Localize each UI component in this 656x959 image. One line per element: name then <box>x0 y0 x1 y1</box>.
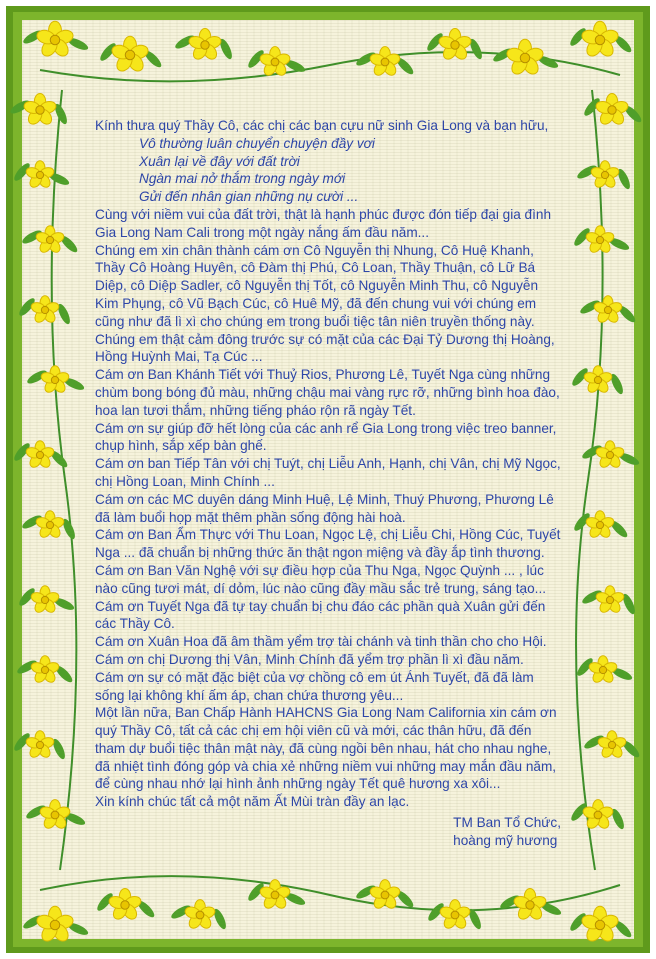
poem-line: Gửi đến nhân gian những nụ cười ... <box>139 189 359 205</box>
paragraph: Chúng em xin chân thành cám ơn Cô Nguyễn thị Nhung, Cô Huệ Khanh, Thầy Cô Hoàng Huyên, cô Đàm thị Phú, Cô Loan, Thầy Thuận, cô Lữ Bá Diệp, cô Diệp Sadler, cô Nguyễn thị Tốt, cô Nguyễn Minh Thu, cô Nguyễn Kim Phụng, cô Vũ Bạch Cúc, cô Huê Mỹ, đã đến chung vui với chúng em cũng như đã lì xì cho chúng em trong buổi tiệc tân niên truyền thống này. <box>95 242 539 329</box>
letter-body <box>95 117 561 850</box>
paragraph: Cùng với niềm vui của đất trời, thật là hạnh phúc được đón tiếp đại gia đình Gia Long Nam Cali trong một ngày nắng ấm đầu năm... <box>95 206 552 240</box>
paragraph: Cám ơn ban Tiếp Tân với chị Tuýt, chị Liễu Anh, Hạnh, chị Vân, chị Mỹ Ngọc, chị Hồng Loan, Minh Chính ... <box>95 456 561 489</box>
signature-name: hoàng mỹ hương <box>453 832 558 848</box>
poem-line: Vô thường luân chuyển chuyện đầy vơi <box>139 135 375 151</box>
poem-line: Xuân lại về đây với đất trời <box>139 153 300 169</box>
paragraph: Cám ơn sự có mặt đặc biệt của vợ chồng cô em út Ánh Tuyết, đã đã làm sống lại không khí ấm áp, chan chứa thương yêu... <box>95 669 534 703</box>
paragraph: Xin kính chúc tất cả một năm Ất Mùi tràn đầy an lạc. <box>95 794 410 810</box>
paragraph: Cám ơn các MC duyên dáng Minh Huệ, Lệ Minh, Thuý Phương, Phương Lê đã làm buổi họp mặt thêm phần sống động hài hoà. <box>95 491 554 525</box>
paragraph: Chúng em thật cảm đông trước sự có mặt của các Đại Tỷ Dương thị Hoàng, Hồng Huỳnh Mai, Tạ Cúc ... <box>95 331 555 365</box>
paragraph: Cám ơn Xuân Hoa đã âm thầm yểm trợ tài chánh và tinh thần cho cho Hội. <box>95 634 547 650</box>
paragraph: Cám ơn Ban Khánh Tiết với Thuỷ Rios, Phương Lê, Tuyết Nga cùng những chùm bong bóng đủ màu, những chậu mai vàng rực rỡ, những bình hoa đào, hoa lan tươi thắm, những tiếng pháo rộn rã ngày Tết. <box>95 367 560 418</box>
paragraph: Cám ơn Ban Văn Nghệ với sự điều hợp của Thu Nga, Ngọc Quỳnh ... , lúc nào cũng tươi mát, dí dỏm, lúc nào cũng đầy mầu sắc trẻ trung, sáng tạo... <box>95 562 546 596</box>
poem <box>95 135 561 206</box>
signature-title: TM Ban Tổ Chức, <box>453 815 561 831</box>
paragraph: Cám ơn Tuyết Nga đã tự tay chuẩn bị chu đáo các phần quà Xuân gửi đến các Thầy Cô. <box>95 598 546 632</box>
paragraph: Cám ơn sự giúp đỡ hết lòng của các anh rể Gia Long trong việc treo banner, chụp hình, sắp xếp bàn ghế. <box>95 420 557 454</box>
poem-line: Ngàn mai nở thắm trong ngày mới <box>139 171 346 187</box>
greeting: Kính thưa quý Thầy Cô, các chị các bạn cựu nữ sinh Gia Long và bạn hữu, <box>95 118 549 133</box>
paragraph: Cám ơn Ban Ẩm Thực với Thu Loan, Ngọc Lệ, chị Liễu Chi, Hồng Cúc, Tuyết Nga ... đã chuẩn bị những thức ăn thật ngon miệng và đầy ắp tình thương. <box>95 527 561 561</box>
paragraph: Một lần nữa, Ban Chấp Hành HAHCNS Gia Long Nam California xin cám ơn quý Thầy Cô, tất cả các chị em hội viên cũ và mới, các thân hữu, đã đến tham dự buổi tiệc thân mật này, đã cùng ngồi bên nhau, hát cho nhau nghe, đã nhiệt tình đóng góp và chia xẻ những niềm vui những may mắn đầu năm, để cùng nhau nhớ lại hình ảnh những ngày Tết quê hương xa xôi... <box>95 705 557 792</box>
paragraph: Cám ơn chị Dương thị Vân, Minh Chính đã yểm trợ phần lì xì đầu năm. <box>95 651 524 667</box>
signature-block <box>95 814 561 850</box>
